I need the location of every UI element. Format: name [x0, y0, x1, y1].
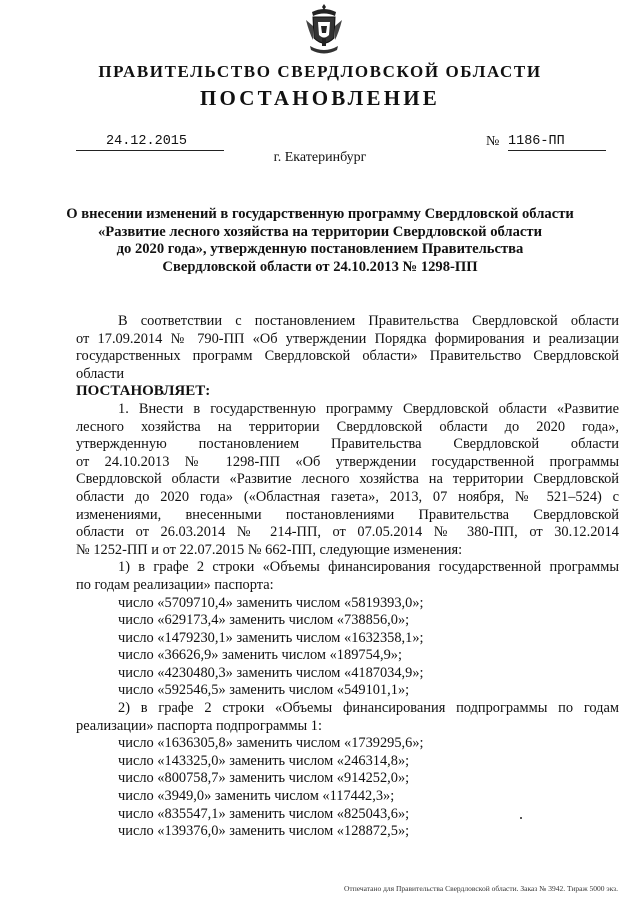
- replacement-item: число «5709710,4» заменить числом «5819393,0»;: [118, 594, 424, 611]
- replacement-item: число «1636305,8» заменить числом «1739295,6»;: [118, 735, 424, 752]
- coat-of-arms-icon: [304, 2, 344, 58]
- item1-line: 1. Внести в государственную программу Свердловской области «Развитие: [118, 400, 619, 417]
- replacement-item: число «835547,1» заменить числом «825043,6»;: [118, 805, 410, 822]
- scan-speck: [520, 817, 522, 819]
- document-title: [60, 206, 580, 276]
- item1-line: утвержденную постановлением Правительства Свердловской области: [76, 436, 619, 453]
- replacement-item: число «139376,0» заменить числом «128872,5»;: [118, 823, 410, 840]
- document-type: ПОСТАНОВЛЕНИЕ: [199, 86, 441, 110]
- title-line: до 2020 года», утвержденную постановлением Правительства: [116, 241, 524, 257]
- number-sign: №: [486, 134, 500, 149]
- replacement-item: число «592546,5» заменить числом «549101,1»;: [118, 682, 410, 699]
- replacement-item: число «629173,4» заменить числом «738856,0»;: [118, 612, 410, 629]
- document-body: [76, 313, 619, 841]
- item1-line: области до 2020 года» («Областная газета», 2013, 07 ноября, № 521–524) с: [76, 488, 619, 505]
- sub2-line: реализации» паспорта подпрограммы 1:: [76, 717, 323, 734]
- title-line: Свердловской области от 24.10.2013 № 1298-ПП: [162, 258, 478, 275]
- title-line: О внесении изменений в государственную программу Свердловской области: [66, 206, 574, 222]
- item1-line: изменениями, внесенными постановлениями Правительства Свердловской: [76, 506, 619, 523]
- sub1-line: 1) в графе 2 строки «Объемы финансирования государственной программы: [118, 559, 619, 576]
- organization-name: ПРАВИТЕЛЬСТВО СВЕРДЛОВСКОЙ ОБЛАСТИ: [98, 62, 542, 81]
- preamble-line: области: [76, 365, 125, 382]
- replacement-item: число «143325,0» заменить числом «246314,8»;: [118, 752, 410, 769]
- sub1-line: по годам реализации» паспорта:: [76, 576, 274, 593]
- preamble-line: государственных программ Свердловской области» Правительство Свердловской: [76, 348, 619, 365]
- replacement-item: число «36626,9» заменить числом «189754,9»;: [118, 647, 402, 664]
- item1-line: области от 26.03.2014 № 214-ПП, от 07.05.2014 № 380-ПП, от 30.12.2014: [76, 524, 619, 541]
- item1-line: лесного хозяйства на территории Свердловской области до 2020 года»,: [76, 418, 619, 435]
- print-footer: Отпечатано для Правительства Свердловской области. Заказ № 3942. Тираж 5000 экз.: [344, 884, 618, 893]
- replacement-item: число «800758,7» заменить числом «914252,0»;: [118, 770, 410, 787]
- item1-line: № 1252-ПП и от 22.07.2015 № 662-ПП, следующие изменения:: [76, 541, 463, 558]
- replacement-item: число «4230480,3» заменить числом «4187034,9»;: [118, 664, 424, 681]
- sub2-line: 2) в графе 2 строки «Объемы финансирования подпрограммы по годам: [118, 700, 619, 717]
- preamble-line: от 17.09.2014 № 790-ПП «Об утверждении Порядка формирования и реализации: [76, 330, 619, 347]
- replacement-item: число «3949,0» заменить числом «117442,3»;: [118, 788, 395, 805]
- document-date: 24.12.2015: [76, 134, 224, 151]
- city: г. Екатеринбург: [273, 150, 367, 165]
- document-number: 1186-ПП: [508, 134, 606, 151]
- item1-line: от 24.10.2013 № 1298-ПП «Об утверждении государственной программы: [76, 453, 619, 470]
- resolves-heading: ПОСТАНОВЛЯЕТ:: [76, 383, 211, 400]
- item1-line: Свердловской области «Развитие лесного хозяйства на территории Свердловской: [76, 471, 619, 488]
- preamble-line: В соответствии с постановлением Правительства Свердловской области: [118, 313, 619, 329]
- title-line: «Развитие лесного хозяйства на территории Свердловской области: [98, 223, 542, 240]
- replacement-item: число «1479230,1» заменить числом «1632358,1»;: [118, 629, 424, 646]
